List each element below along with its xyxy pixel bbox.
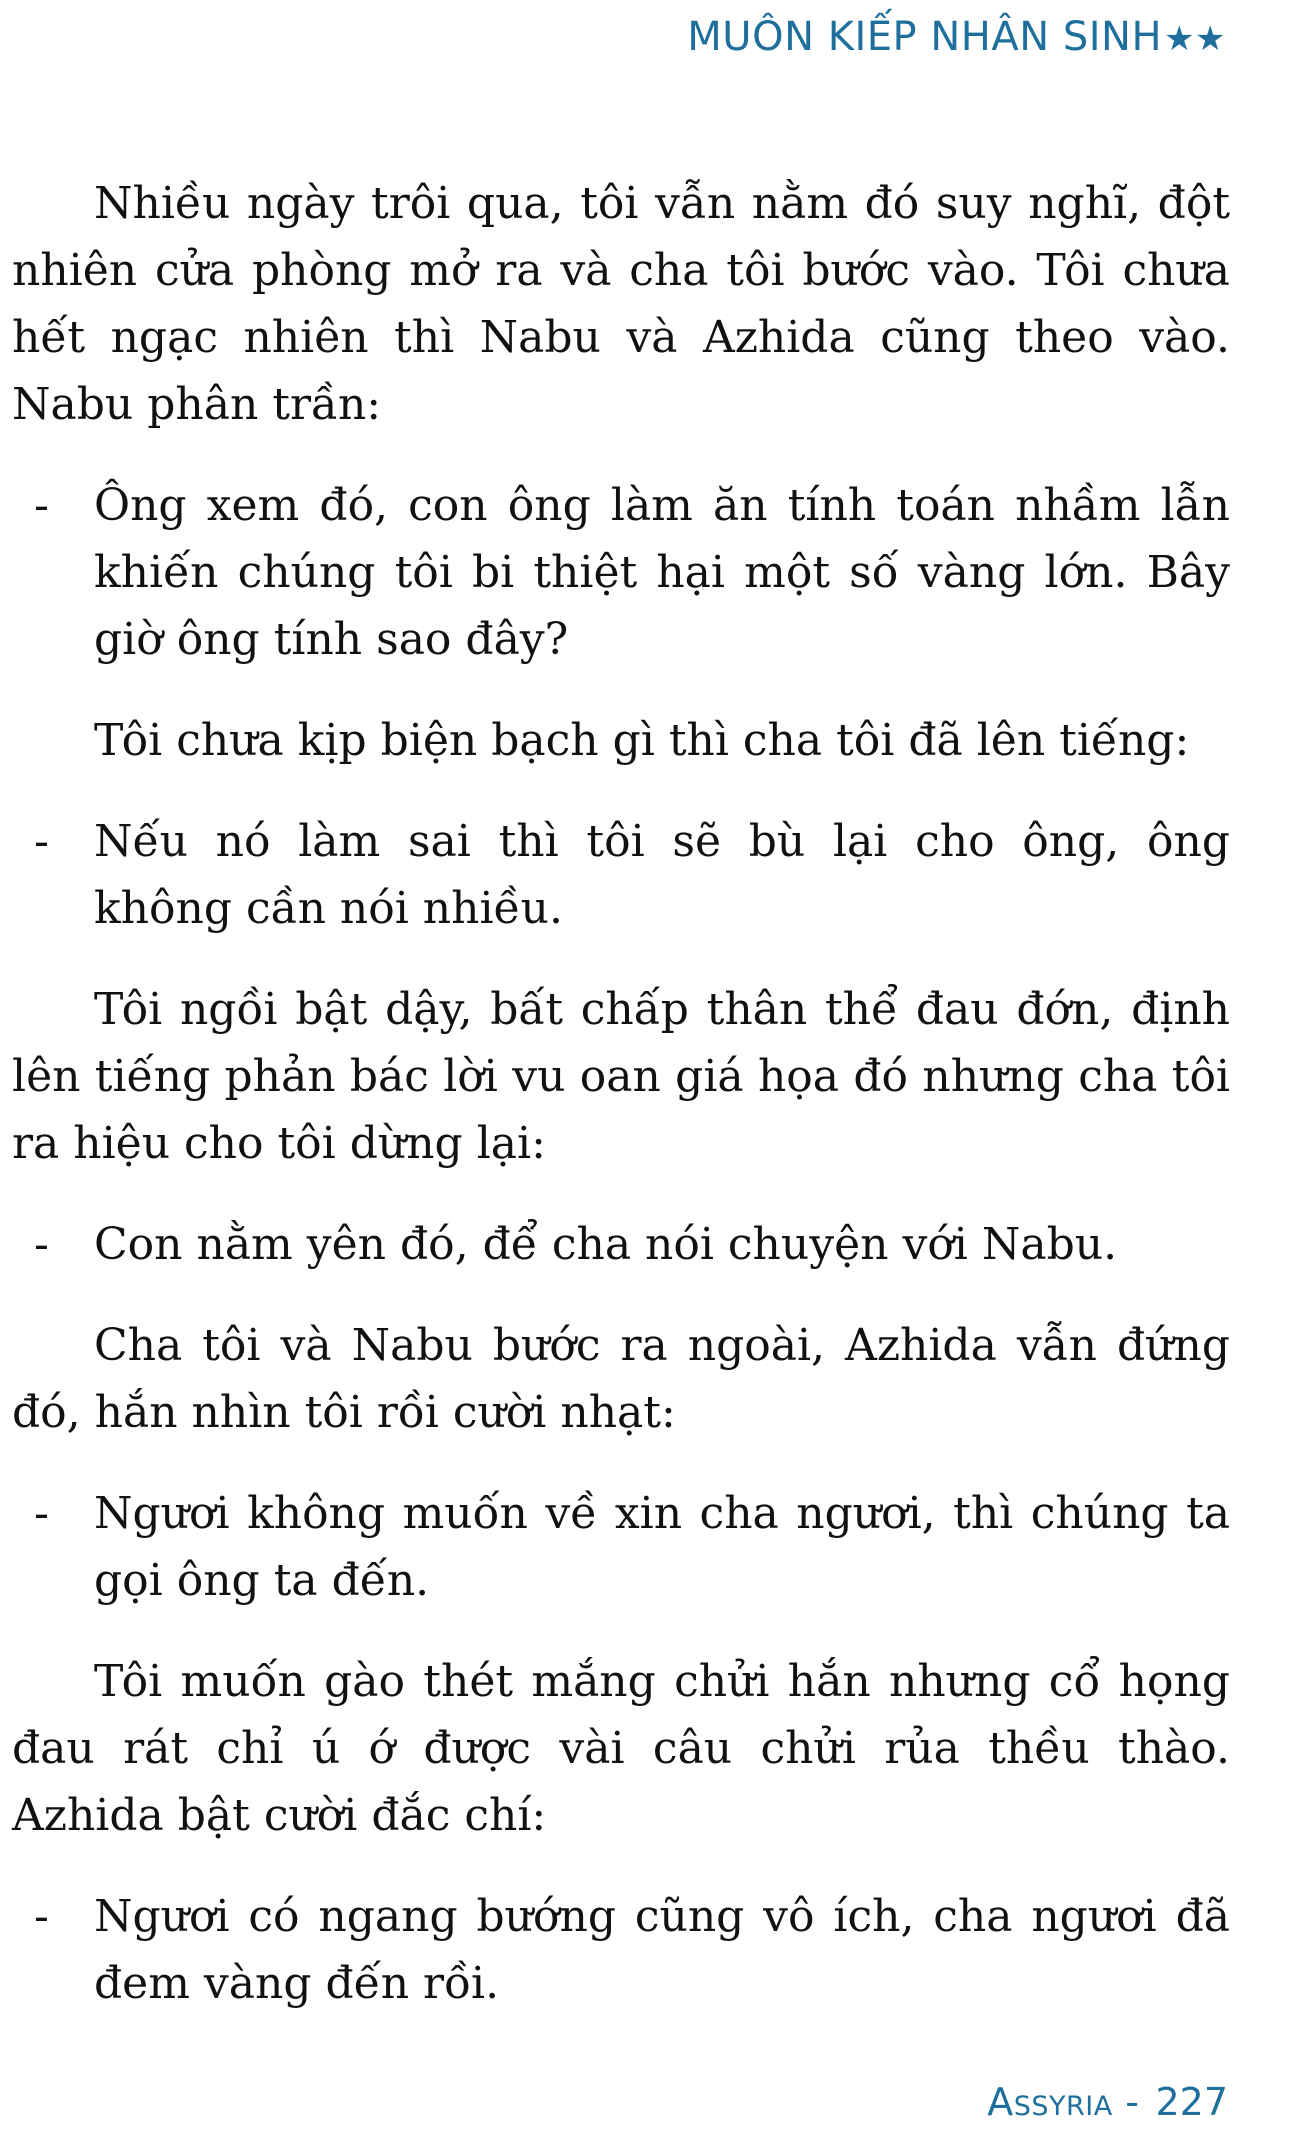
chapter-title: Assyria - bbox=[987, 2080, 1140, 2124]
dialogue-dash: - bbox=[34, 1219, 49, 1270]
running-header bbox=[687, 14, 1226, 60]
paragraph: Tôi chưa kịp biện bạch gì thì cha tôi đã lên tiếng: bbox=[94, 715, 1190, 766]
dialogue-line bbox=[12, 1211, 1230, 1278]
star-ornament-icon: ★★ bbox=[1164, 19, 1226, 59]
dialogue-line bbox=[12, 1883, 1230, 2017]
dialogue-text: Con nằm yên đó, để cha nói chuyện với Nabu. bbox=[94, 1219, 1118, 1270]
dialogue-dash: - bbox=[34, 1488, 49, 1539]
dialogue-line bbox=[12, 808, 1230, 942]
paragraph: Nhiều ngày trôi qua, tôi vẫn nằm đó suy nghĩ, đột nhiên cửa phòng mở ra và cha tôi bước vào. Tôi chưa hết ngạc nhiên thì Nabu và Azhida cũng theo vào. Nabu phân trần: bbox=[12, 178, 1230, 430]
dialogue-text: Nếu nó làm sai thì tôi sẽ bù lại cho ông, ông không cần nói nhiều. bbox=[94, 816, 1230, 934]
dialogue-dash: - bbox=[34, 480, 49, 531]
page-body bbox=[12, 170, 1230, 2051]
dialogue-dash: - bbox=[34, 816, 49, 867]
paragraph: Cha tôi và Nabu bước ra ngoài, Azhida vẫn đứng đó, hắn nhìn tôi rồi cười nhạt: bbox=[12, 1320, 1230, 1438]
page-number: 227 bbox=[1155, 2080, 1228, 2124]
paragraph: Tôi ngồi bật dậy, bất chấp thân thể đau đớn, định lên tiếng phản bác lời vu oan giá họa đó nhưng cha tôi ra hiệu cho tôi dừng lại: bbox=[12, 984, 1230, 1169]
page-footer bbox=[987, 2080, 1228, 2124]
dialogue-line bbox=[12, 1480, 1230, 1614]
paragraph: Tôi muốn gào thét mắng chửi hắn nhưng cổ họng đau rát chỉ ú ớ được vài câu chửi rủa thều thào. Azhida bật cười đắc chí: bbox=[12, 1656, 1230, 1841]
dialogue-text: Ông xem đó, con ông làm ăn tính toán nhầm lẫn khiến chúng tôi bi thiệt hại một số vàng lớn. Bây giờ ông tính sao đây? bbox=[94, 480, 1230, 665]
dialogue-text: Ngươi có ngang bướng cũng vô ích, cha ngươi đã đem vàng đến rồi. bbox=[94, 1891, 1230, 2009]
dialogue-text: Ngươi không muốn về xin cha ngươi, thì chúng ta gọi ông ta đến. bbox=[94, 1488, 1230, 1606]
dialogue-line bbox=[12, 472, 1230, 673]
dialogue-dash: - bbox=[34, 1891, 49, 1942]
book-title: MUÔN KIẾP NHÂN SINH bbox=[687, 14, 1163, 60]
